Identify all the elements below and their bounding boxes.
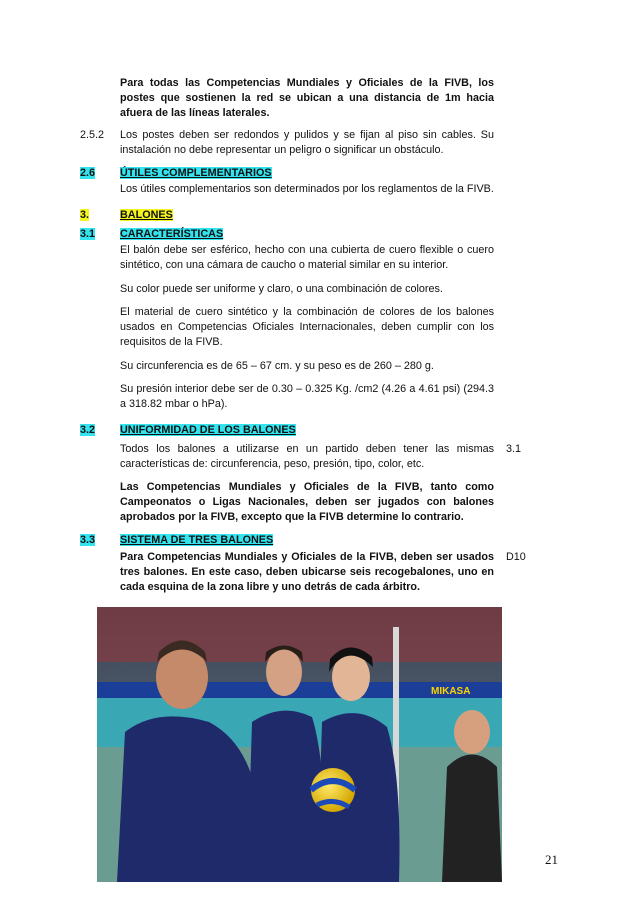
paragraph: El material de cuero sintético y la combinación de colores de los balones usados en Competencias Oficiales Internacionales, deben cumplir con los requisitos de la FIVB. bbox=[120, 306, 494, 348]
paragraph: Su presión interior debe ser de 0.30 – 0.325 Kg. /cm2 (4.26 a 4.61 psi) (294.3 a 318.82 mbar o hPa). bbox=[120, 383, 494, 410]
banner-text: MIKASA bbox=[431, 686, 471, 697]
page-number: 21 bbox=[545, 852, 558, 867]
section-text: Los postes deben ser redondos y pulidos y se fijan al piso sin cables. Su instalación no debe representar un peligro o significar un obstáculo. bbox=[120, 129, 494, 156]
section-number: 3. bbox=[80, 209, 90, 221]
paragraph: El balón debe ser esférico, hecho con una cubierta de cuero flexible o cuero sintético, con una cámara de caucho o material similar en su interior. bbox=[120, 244, 494, 271]
intro-text: Para todas las Competencias Mundiales y Oficiales de la FIVB, los postes que sostienen la red se ubican a una distancia de 1m hacia afuera de las líneas laterales. bbox=[120, 77, 494, 119]
section-number: 3.1 bbox=[80, 228, 96, 240]
paragraph: Todos los balones a utilizarse en un partido deben tener las mismas características de: circunferencia, peso, presión, tipo, color, etc. bbox=[120, 443, 494, 470]
section-title: CARACTERÍSTICAS bbox=[120, 228, 224, 240]
section-title: SISTEMA DE TRES BALONES bbox=[120, 534, 274, 546]
cross-reference: 3.1 bbox=[506, 443, 522, 455]
section-number: 2.5.2 bbox=[80, 129, 105, 141]
section-title: UNIFORMIDAD DE LOS BALONES bbox=[120, 424, 296, 436]
paragraph: Las Competencias Mundiales y Oficiales de la FIVB, tanto como Campeonatos o Ligas Nacionales, deben ser jugados con balones aprobados por la FIVB, excepto que la FIVB determine lo contrario. bbox=[120, 481, 494, 523]
section-title: ÚTILES COMPLEMENTARIOS bbox=[120, 167, 272, 179]
paragraph: Su color puede ser uniforme y claro, o una combinación de colores. bbox=[120, 283, 443, 295]
section-text: Los útiles complementarios son determinados por los reglamentos de la FIVB. bbox=[120, 183, 494, 195]
cross-reference: D10 bbox=[506, 551, 526, 563]
section-title: BALONES bbox=[120, 209, 173, 221]
paragraph: Su circunferencia es de 65 – 67 cm. y su peso es de 260 – 280 g. bbox=[120, 360, 434, 372]
section-number: 3.3 bbox=[80, 534, 96, 546]
referees-photo bbox=[97, 607, 502, 882]
section-number: 2.6 bbox=[80, 167, 96, 179]
paragraph: Para Competencias Mundiales y Oficiales de la FIVB, deben ser usados tres balones. En este caso, deben ubicarse seis recogebalones, uno en cada esquina de la zona libre y uno detrás de cada árbitro. bbox=[120, 551, 494, 593]
photo-illustration bbox=[97, 607, 502, 882]
section-number: 3.2 bbox=[80, 424, 96, 436]
